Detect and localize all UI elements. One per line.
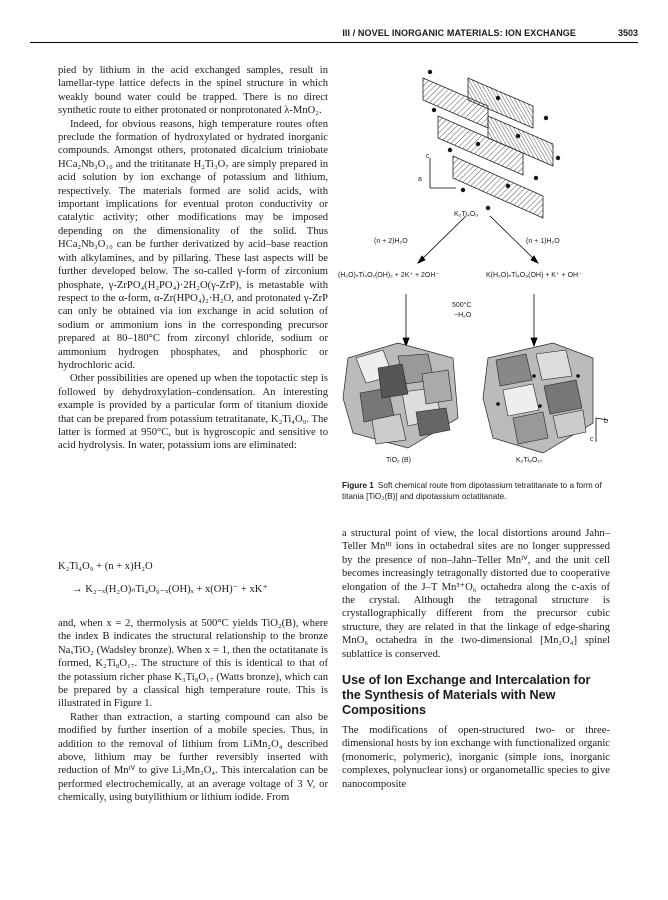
- left-water-label: (n + 2)H₂O: [374, 238, 408, 245]
- paragraph: Rather than extraction, a starting compound can also be modified by further insertion of a mobile species. Thus, in addition to the removal of lithium from LiMn₂O₄ described above, lithium may be further reversibly inserted with reduction of Mnᴵⱽ to give Li₂Mn₂O₄. This intercalation can be performed electrochemically, at an average voltage of 3 V, or chemically, using butyllithium or lithium iodide. From: [58, 711, 328, 804]
- paragraph: The modifications of open-structured two- or three-dimensional hosts by ion exchange with functionalized organic (monomeric, polymeric), inorganic (simple ions, inorganic complexes, polynuclear ions) or organometallic species to give nanocomposite: [342, 725, 610, 790]
- paragraph: Indeed, for obvious reasons, high temperature routes often preclude the formation of hydroxylated or hydrated inorganic compounds. Amongst others, protonated dicalcium triniobate HCa₂Nb₃O₁₀ and the trititanate H₂Ti₃O₇ are simply prepared in acid solution by ion exchange of potassium and lithium, respectively. The materials formed are solid acids, with important implications for eventual proton conductivity or catalytic activity; other modifications may be imposed depending on the dimensionality of the solid. Thus HCa₂Nb₃O₁₀ can be further derivatized by acid–base reaction with alkylamines, and by pillaring. These last aspects will be further developed below. The so-called γ-form of zirconium phosphate, γ-ZrPO₄(H₂PO₄)·2H₂O(γ-ZrP), is metastable with respect to the α-form, α-Zr(HPO₄)₂·H₂O, and protonated γ-ZrP can only be obtained via ion exchange in acid solution of sodium or ammonium ions in the corresponding precursor prepared at 80–180°C from zirconyl chloride, sodium or ammonium hydrogen phosphates, and phosphoric or hydrochloric acid.: [58, 118, 328, 371]
- axis-b-label: b: [604, 418, 608, 425]
- figure-1: [338, 58, 618, 488]
- paragraph: and, when x = 2, thermolysis at 500°C yields TiO₂(B), where the index B indicates the structural relationship to the bronze NaₓTiO₂ (Wadsley bronze). When x = 1, then the octatitanate is formed, K₂Ti₈O₁₇. The structure of this is identical to that of the potassium richer phase K₃Ti₈O₁₇ (Watts bronze), which can be prepared by a classical high temperature route. This is illustrated in Figure 1.: [58, 618, 328, 710]
- axis-a-label: a: [418, 176, 422, 183]
- condition-temp-label: 500°C: [452, 302, 472, 309]
- paragraph: pied by lithium in the acid exchanged samples, result in lamellar-type lattice defects in the spinel structure in which weakly bound water could be trapped. There is no direct synthetic route to either protonated or nonprotonated λ-MnO₂.: [58, 65, 328, 117]
- left-column-bottom: [58, 617, 328, 805]
- axis-c2-label: c: [590, 436, 594, 443]
- running-header: [30, 28, 638, 43]
- top-compound-label: K₂Ti₄O₉: [454, 211, 479, 218]
- caption-number: Figure 1: [342, 481, 374, 490]
- condition-loss-label: −H₂O: [454, 312, 472, 319]
- equation-line-2: → K₂₋ₓ(H₂O)ₙTi₄O₉₋ₓ(OH)ₓ + x(OH)⁻ + xK⁺: [72, 584, 269, 595]
- equation-line-1: K₂Ti₄O₉ + (n + x)H₂O: [58, 561, 153, 572]
- caption-text: Soft chemical route from dipotassium tetratitanate to a form of titania [TiO₂(B)] and dipotassium octatitanate.: [342, 481, 602, 501]
- k2ti4o9-structure: [423, 70, 560, 218]
- axis-c-label: c: [426, 153, 430, 160]
- tio2-b-label: TiO₂ (B): [386, 457, 412, 464]
- paragraph: Other possibilities are opened up when the topotactic step is followed by dehydroxylation–condensation. An interesting example is provided by a particular form of titanium dioxide that can be prepared from potassium tetratitanate, K₂Ti₄O₉. The latter is formed at 950°C, but is hygroscopic and sensitive to acid hydrolysis. In water, potassium ions are eliminated:: [58, 373, 328, 452]
- paragraph: a structural point of view, the local distortions around Jahn–Teller Mnᴵᴵᴵ ions in octahedral sites are no longer suppressed by the presence of non–Jahn–Teller Mnᴵⱽ, and the unit cell becomes increasingly tetragonally distorted due to cooperative elongation of the J–T Mn³⁺O₆ octahedra along the c-axis of the crystal. Although the tetragonal structure is crystallographically different from the precursor cubic structure, they are related in that the linkage of edge-sharing MnO₆ octahedra in the two-dimensional [Mn₂O₄] spinel sublattice is conserved.: [342, 528, 610, 660]
- figure-caption: [342, 481, 614, 502]
- left-column-top: [58, 64, 328, 453]
- right-water-label: (n + 1)H₂O: [526, 238, 560, 245]
- left-product-label: (H₂O)ₙTi₄O₇(OH)₂ + 2K⁺ + 2OH⁻: [338, 272, 440, 279]
- reaction-arrows: [403, 216, 538, 346]
- running-title: III / NOVEL INORGANIC MATERIALS: ION EXCHANGE: [342, 28, 576, 38]
- page-number: 3503: [617, 28, 638, 38]
- section-heading: Use of Ion Exchange and Intercalation for the Synthesis of Materials with New Compositions: [342, 673, 591, 718]
- tio2-b-structure: [343, 343, 458, 448]
- figure-illustration: [338, 58, 618, 478]
- right-product-label: K(H₂O)ₙTi₄O₈(OH) + K⁺ + OH⁻: [486, 272, 582, 279]
- k2ti8o17-label: K₂Ti₈O₁₇: [516, 457, 543, 464]
- right-column: [342, 527, 610, 791]
